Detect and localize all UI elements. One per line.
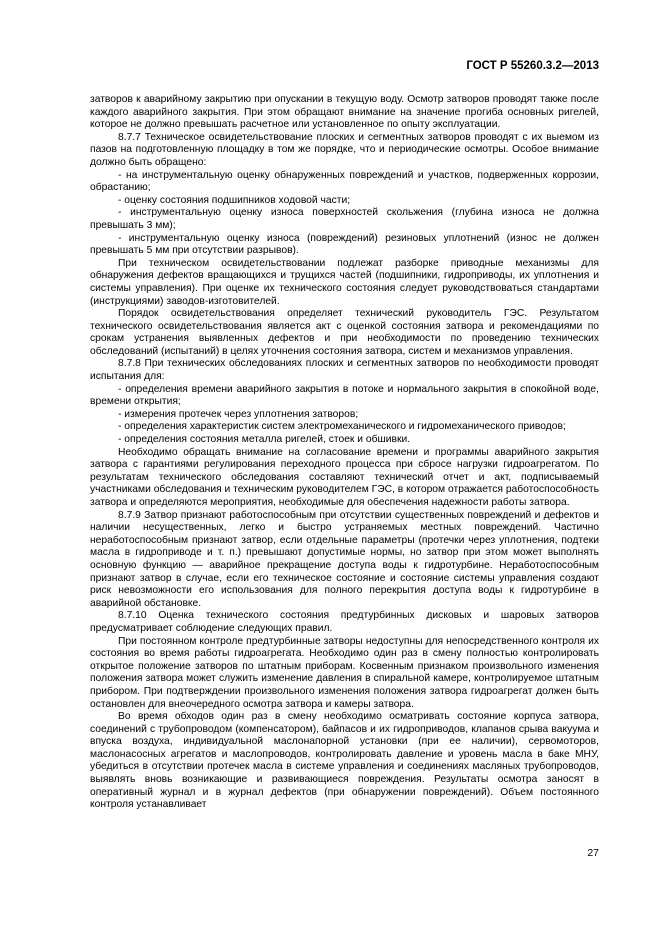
document-header: ГОСТ Р 55260.3.2—2013 bbox=[466, 60, 599, 72]
paragraph-13: Необходимо обращать внимание на согласование времени и программы аварийного закрытия затвора с гарантиями регулирования переходного процесса при сбросе нагрузки гидроагрегатом. По результатам технического обследования составляют технический отчет и акт, подписываемый участниками обследования и техническим руководителем ГЭС, в котором отражается работоспособность затвора и определяются мероприятия, необходимые для обеспечения надежности работы затвора. bbox=[90, 446, 599, 508]
paragraph-1: 8.7.7 Техническое освидетельствование плоских и сегментных затворов проводят с их выемом из пазов на подготовленную площадку в том же порядке, что и периодические осмотры. Особое внимание должно быть обращено: bbox=[90, 131, 599, 168]
paragraph-0: затворов к аварийному закрытию при опускании в текущую воду. Осмотр затворов проводят также после каждого аварийного закрытия. При этом обращают внимание на значение прогиба основных ригелей, которое не должно превышать расчетное или установленное по опыту эксплуатации. bbox=[90, 94, 599, 131]
paragraph-7: Порядок освидетельствования определяет технический руководитель ГЭС. Результатом технического освидетельствования является акт с оценкой состояния затвора и рекомендациями по срокам устранения выявленных дефектов и при необходимости по проведению технических обследований (испытаний) в целях уточнения состояния затвора, систем и механизмов управления. bbox=[90, 308, 599, 357]
paragraph-8: 8.7.8 При технических обследованиях плоских и сегментных затворов по необходимости проводят испытания для: bbox=[90, 358, 599, 383]
list-item: - оценку состояния подшипников ходовой части; bbox=[118, 194, 351, 206]
paragraph-15: 8.7.10 Оценка технического состояния предтурбинных дисковых и шаровых затворов предусматривает соблюдение следующих правил. bbox=[90, 610, 599, 634]
list-item: - определения состояния металла ригелей, стоек и обшивки. bbox=[118, 434, 411, 446]
list-item: - инструментальную оценку износа поверхностей скольжения (глубина износа не должна превышать 3 мм); bbox=[90, 207, 599, 231]
list-item: - определения времени аварийного закрытия в потоке и нормального закрытия в спокойной воде, времени открытия; bbox=[90, 383, 599, 408]
paragraph-14: 8.7.9 Затвор признают работоспособным при отсутствии существенных повреждений и дефектов и наличии несущественных, легко и быстро устраняемых местных повреждений. Частично неработоспособным признают затвор, если отдельные параметры (протечки через уплотнения, подтеки масла в гидроприводе и т. п.) превышают допустимые нормы, но затвор при этом может выполнять основную функцию — аварийное прекращение доступа воды к гидротурбине. Неработоспособным признают затвор в случае, если его техническое состояние и состояние системы управления создают риск невозможности его использования для полного перекрытия доступа воды к гидротурбине в аварийной обстановке. bbox=[90, 509, 599, 609]
list-item: - определения характеристик систем электромеханического и гидромеханического приводов; bbox=[118, 421, 566, 433]
list-item: - измерения протечек через уплотнения затворов; bbox=[118, 408, 359, 420]
paragraph-16: При постоянном контроле предтурбинные затворы недоступны для непосредственного контроля их состояния во время работы гидроагрегата. Необходимо один раз в смену полностью контролировать открытое положение затворов по штатным приборам. Косвенным признаком произвольного изменения положения затвора может служить изменение давления в спиральной камере, контролируемое штатным прибором. При подтверждении произвольного изменения положения затвора гидроагрегат должен быть остановлен для внеочередного осмотра затвора и камеры затвора. bbox=[90, 635, 599, 710]
list-item: - на инструментальную оценку обнаруженных повреждений и участков, подверженных коррозии, обрастанию; bbox=[90, 169, 599, 194]
list-item: - инструментальную оценку износа (повреждений) резиновых уплотнений (износ не должен превышать 5 мм при отсутствии разрывов). bbox=[90, 232, 599, 257]
page-number: 27 bbox=[587, 847, 599, 859]
paragraph-6: При техническом освидетельствовании подлежат разборке приводные механизмы для обнаружения дефектов вращающихся и трущихся частей (подшипники, гидроприводы, их уплотнения и системы управления). При оценке их технического состояния следует руководствоваться стандартами (инструкциями) заводов-изготовителей. bbox=[90, 257, 599, 307]
paragraph-17: Во время обходов один раз в смену необходимо осматривать состояние корпуса затвора, соединений с трубопроводом (компенсатором), байпасов и их гидроприводов, клапанов срыва вакуума и впуска воздуха, индивидуальной маслонапорной установки (при ее наличии), сервомоторов, маслонасосных агрегатов и маслопроводов, контролировать давление и уровень масла в баке МНУ, убедиться в отсутствии протечек масла в системе управления и соединениях масляных трубопроводов, выявлять вновь возникающие и развивающиеся повреждения. Результаты осмотра заносят в оперативный журнал и в журнал дефектов (при обнаружении повреждений). Объем постоянного контроля устанавливает bbox=[90, 711, 599, 811]
document-body bbox=[90, 94, 599, 812]
